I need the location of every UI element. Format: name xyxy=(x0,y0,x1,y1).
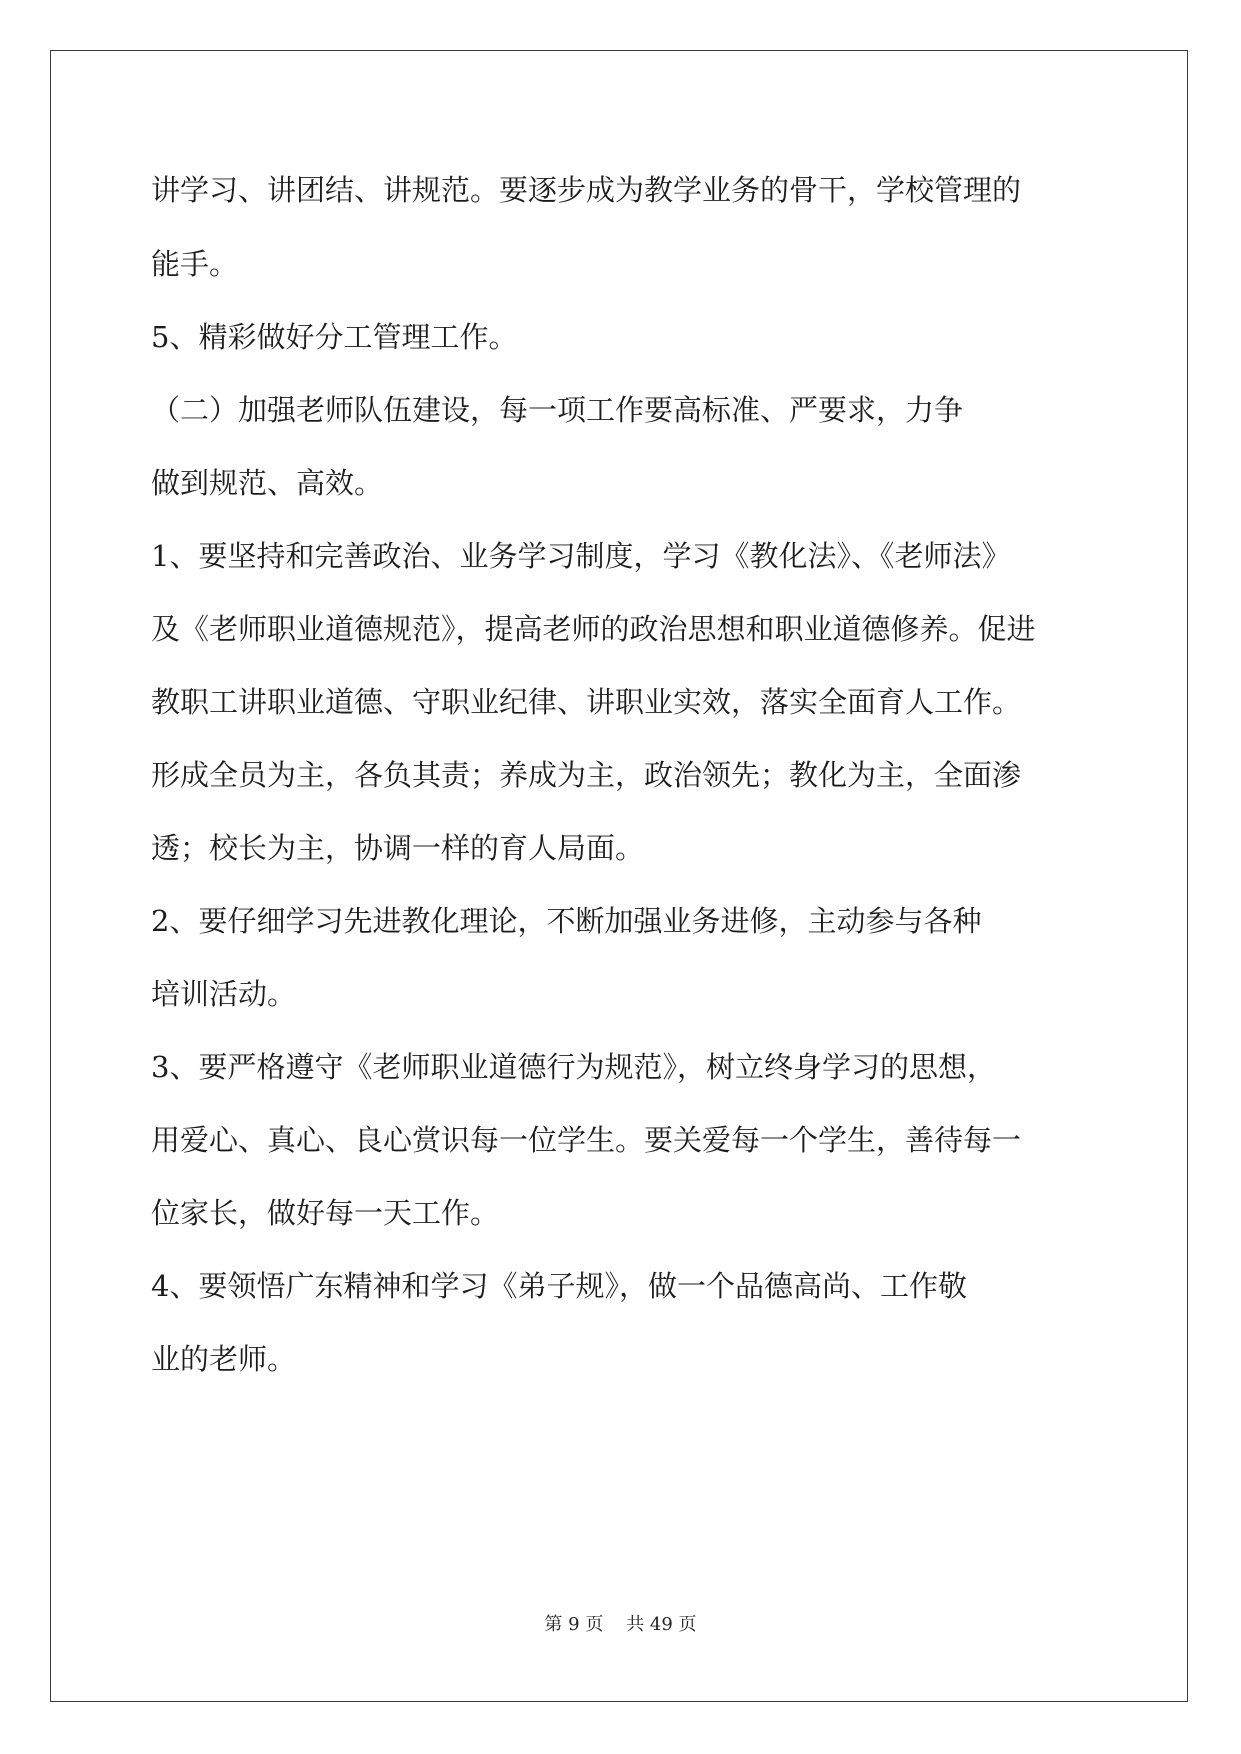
text-line: 形成全员为主，各负其责；养成为主，政治领先；教化为主，全面渗 xyxy=(151,758,1022,792)
text-line: 能手。 xyxy=(151,247,239,281)
text-line: 1、要坚持和完善政治、业务学习制度，学习《教化法》、《老师法》 xyxy=(151,539,1011,573)
text-line: （二）加强老师队伍建设，每一项工作要高标准、严要求，力争 xyxy=(151,393,964,427)
page-number: 第 9 页 共 49 页 xyxy=(544,1614,697,1635)
text-line: 讲学习、讲团结、讲规范。要逐步成为教学业务的骨干，学校管理的 xyxy=(151,173,1022,207)
page-footer xyxy=(0,1610,1241,1636)
text-line: 2、要仔细学习先进教化理论，不断加强业务进修，主动参与各种 xyxy=(151,904,982,938)
text-line: 透；校长为主，协调一样的育人局面。 xyxy=(151,831,645,865)
text-line: 教职工讲职业道德、守职业纪律、讲职业实效，落实全面育人工作。 xyxy=(151,685,1022,719)
text-line: 3、要严格遵守《老师职业道德行为规范》，树立终身学习的思想， xyxy=(151,1050,996,1084)
text-line: 位家长，做好每一天工作。 xyxy=(151,1196,500,1230)
text-line: 业的老师。 xyxy=(151,1342,297,1376)
text-line: 4、要领悟广东精神和学习《弟子规》，做一个品德高尚、工作敬 xyxy=(151,1269,967,1303)
text-line: 5、精彩做好分工管理工作。 xyxy=(151,320,518,354)
text-line: 做到规范、高效。 xyxy=(151,466,384,500)
text-line: 及《老师职业道德规范》，提高老师的政治思想和职业道德修养。促进 xyxy=(151,612,1036,646)
text-line: 培训活动。 xyxy=(151,977,297,1011)
text-line: 用爱心、真心、良心赏识每一位学生。要关爱每一个学生，善待每一 xyxy=(151,1123,1022,1157)
page-border xyxy=(50,50,1188,1702)
